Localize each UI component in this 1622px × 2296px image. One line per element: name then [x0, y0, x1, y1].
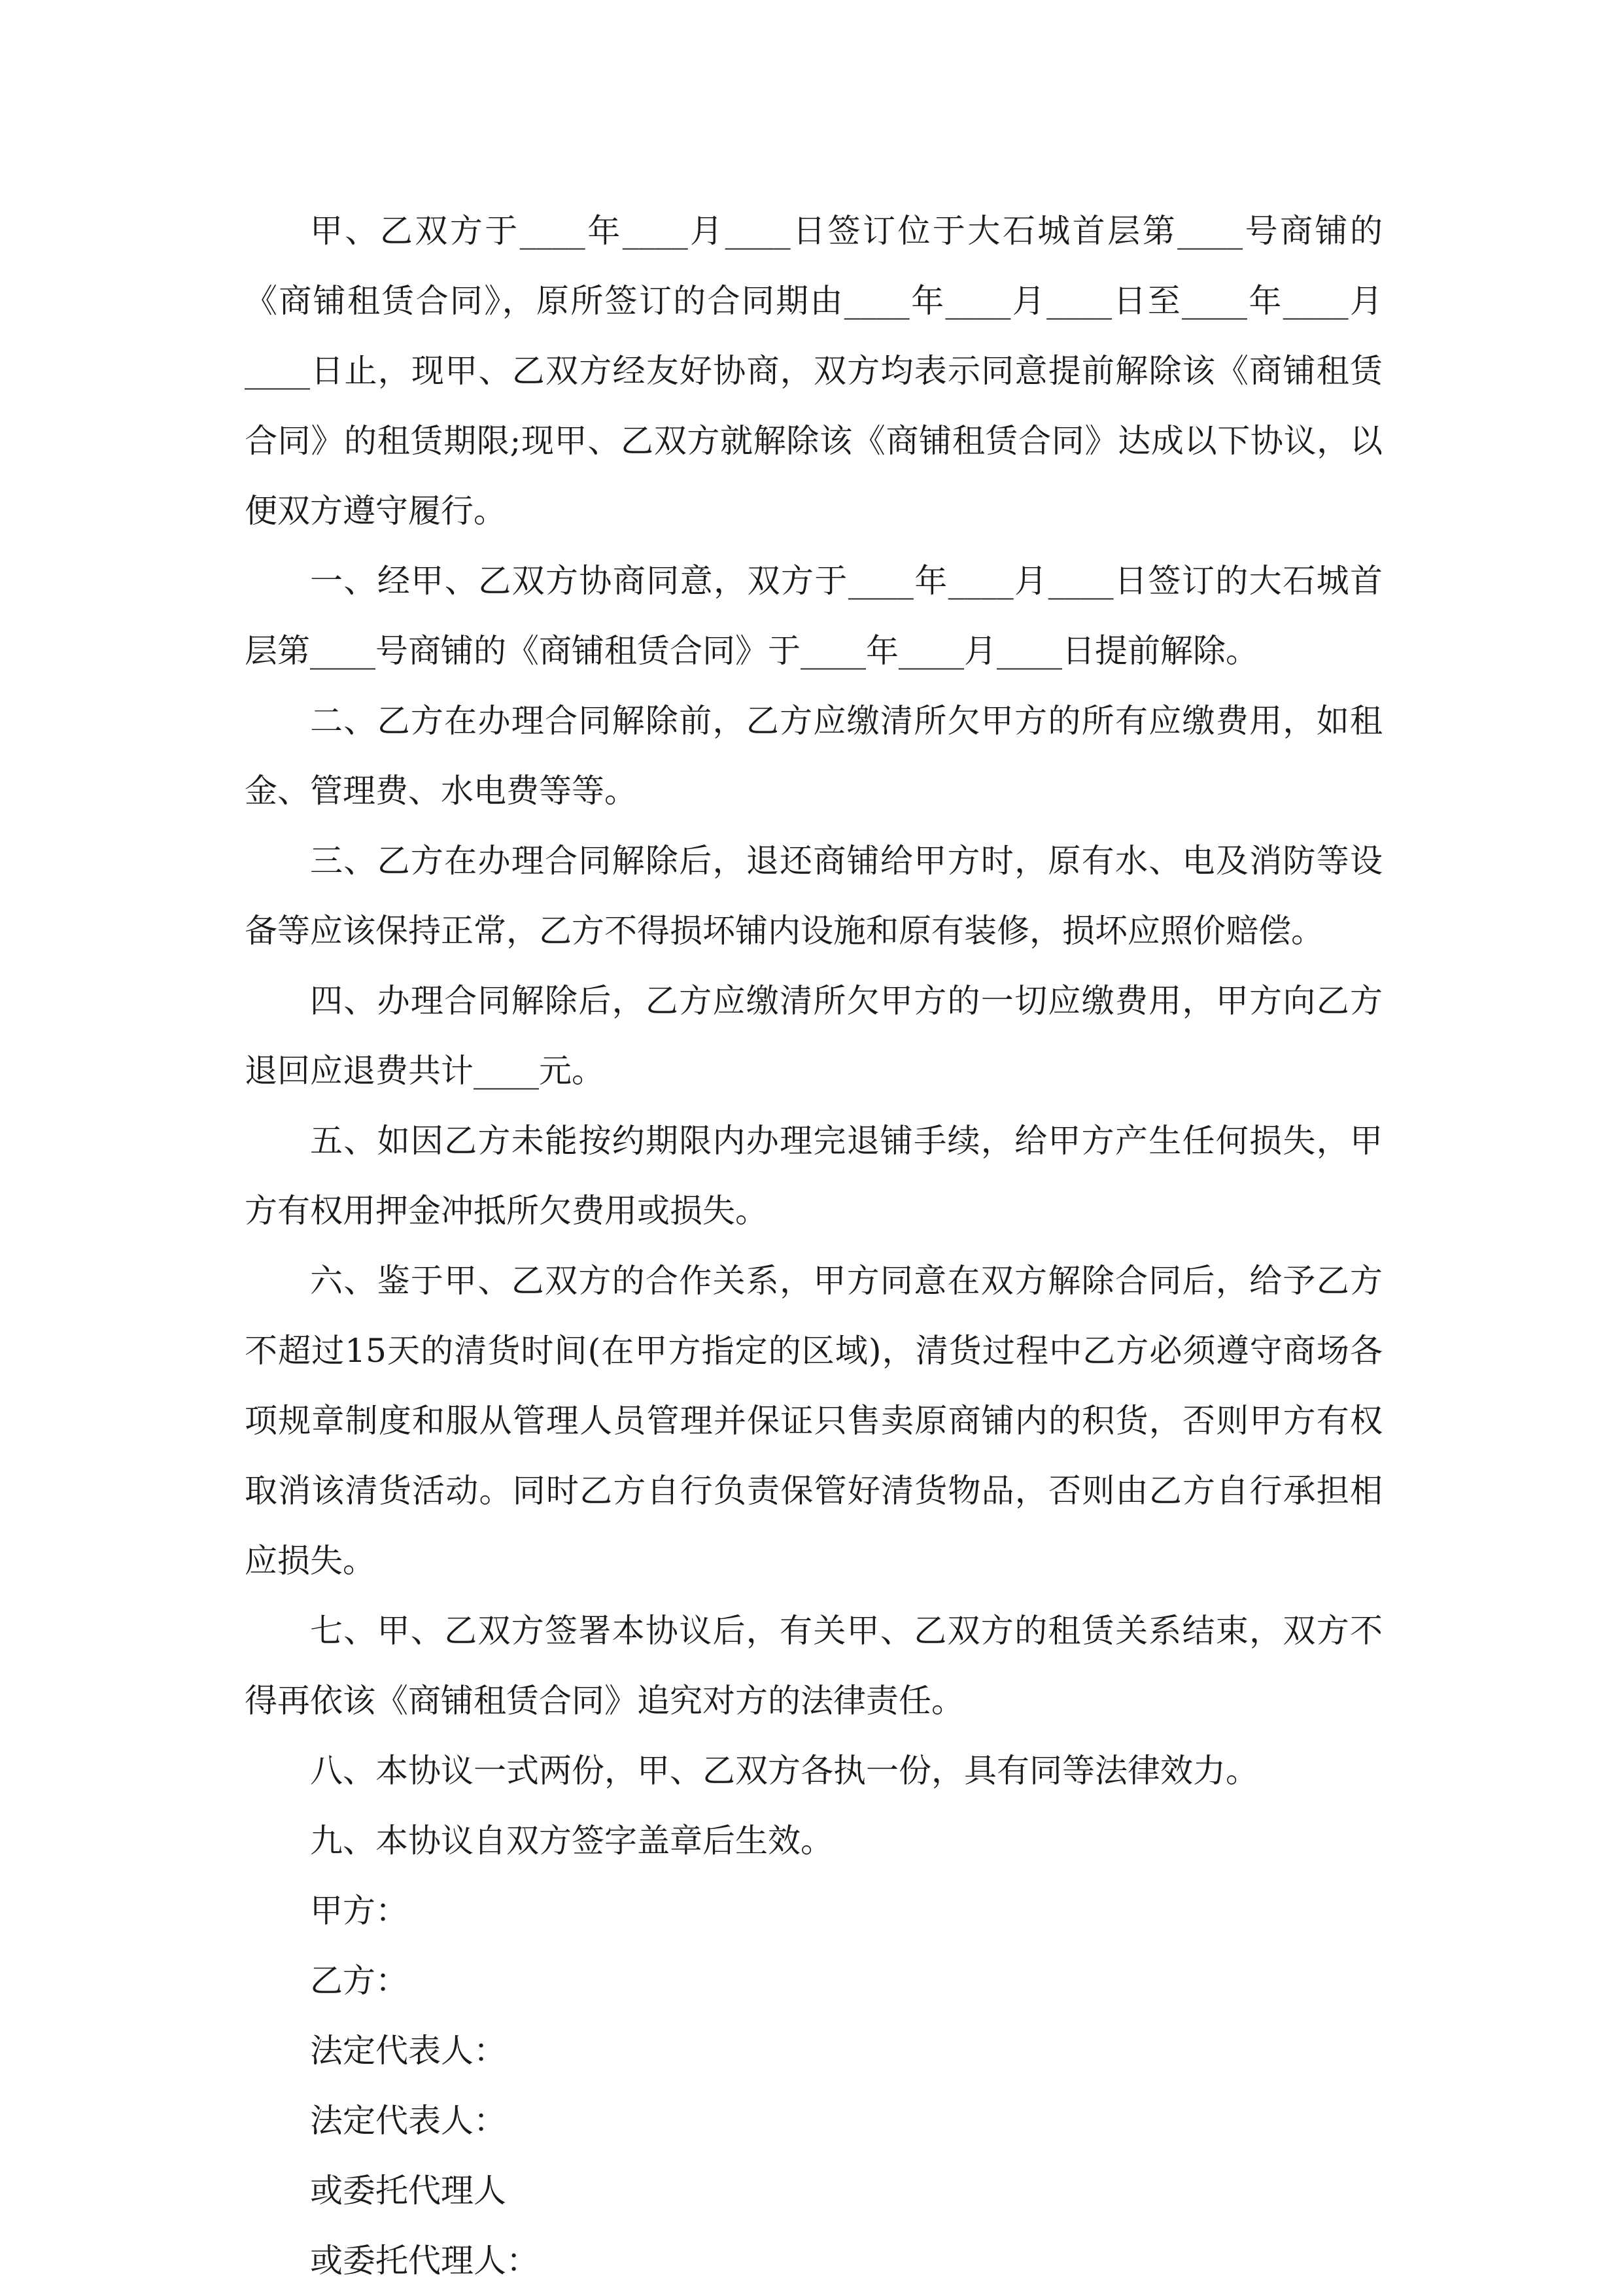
- clause-2: 二、乙方在办理合同解除前，乙方应缴清所欠甲方的所有应缴费用，如租金、管理费、水电费等等。: [245, 702, 1383, 810]
- clause-6: 六、鉴于甲、乙双方的合作关系，甲方同意在双方解除合同后，给予乙方不超过15天的清货时间(在甲方指定的区域)，清货过程中乙方必须遵守商场各项规章制度和服从管理人员管理并保证只售卖原商铺内的积货，否则甲方有权取消该清货活动。同时乙方自行负责保管好清货物品，否则由乙方自行承担相应损失。: [245, 1262, 1383, 1580]
- agreement-body: [245, 196, 1383, 2296]
- clause-9: 九、本协议自双方签字盖章后生效。: [310, 1822, 833, 1860]
- clause-4: 四、办理合同解除后，乙方应缴清所欠甲方的一切应缴费用，甲方向乙方退回应退费共计____元。: [245, 982, 1383, 1090]
- party-b-authorized-agent-label: 或委托代理人：: [310, 2242, 539, 2280]
- party-b-legal-representative-label: 法定代表人：: [310, 2102, 506, 2140]
- clause-1: 一、经甲、乙双方协商同意，双方于____年____月____日签订的大石城首层第____号商铺的《商铺租赁合同》于____年____月____日提前解除。: [245, 562, 1383, 670]
- clause-3: 三、乙方在办理合同解除后，退还商铺给甲方时，原有水、电及消防等设备等应该保持正常，乙方不得损坏铺内设施和原有装修，损坏应照价赔偿。: [245, 842, 1383, 950]
- intro-paragraph: 甲、乙双方于____年____月____日签订位于大石城首层第____号商铺的《商铺租赁合同》，原所签订的合同期由____年____月____日至____年____月____日止，现甲、乙双方经友好协商，双方均表示同意提前解除该《商铺租赁合同》的租赁期限;现甲、乙双方就解除该《商铺租赁合同》达成以下协议，以便双方遵守履行。: [245, 212, 1383, 530]
- signature-block: [245, 1876, 1383, 2296]
- clause-7: 七、甲、乙双方签署本协议后，有关甲、乙双方的租赁关系结束，双方不得再依该《商铺租赁合同》追究对方的法律责任。: [245, 1612, 1383, 1720]
- party-a-signature-label: 甲方：: [310, 1892, 408, 1930]
- clause-8: 八、本协议一式两份，甲、乙双方各执一份，具有同等法律效力。: [310, 1752, 1258, 1790]
- clause-5: 五、如因乙方未能按约期限内办理完退铺手续，给甲方产生任何损失，甲方有权用押金冲抵所欠费用或损失。: [245, 1122, 1383, 1230]
- party-a-authorized-agent-label: 或委托代理人: [310, 2172, 506, 2210]
- party-a-legal-representative-label: 法定代表人：: [310, 2032, 506, 2070]
- party-b-signature-label: 乙方：: [310, 1962, 408, 2000]
